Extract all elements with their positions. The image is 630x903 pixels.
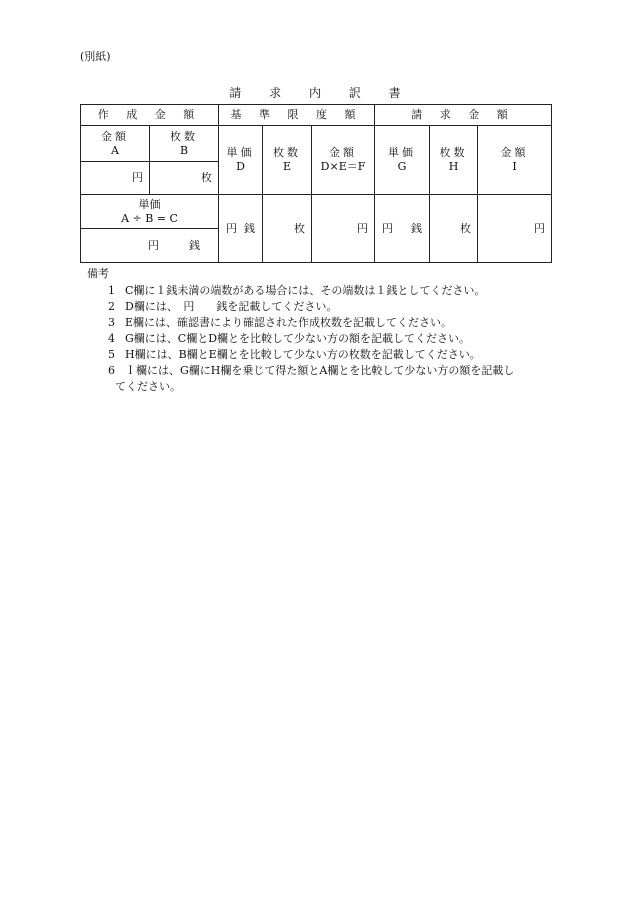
count-code-e: E	[282, 160, 292, 173]
remark-item	[87, 347, 557, 363]
remark-item	[87, 283, 557, 299]
header-created-amount: 作 成 金 額	[81, 105, 219, 126]
title-char: 内	[308, 86, 321, 100]
remark-number: 6	[108, 364, 115, 377]
unit-price-label: 単価	[138, 197, 161, 211]
unit-sheets: 枚	[460, 221, 472, 235]
cell-g-value	[375, 195, 430, 263]
cell-f-value	[312, 195, 375, 263]
unit-sen: 銭	[244, 221, 255, 235]
count-label: 枚数	[439, 146, 468, 159]
unit-price-code-d: D	[236, 160, 245, 173]
cell-amount-i	[478, 126, 552, 195]
cell-unit-price-g	[375, 126, 430, 195]
cell-a-value	[81, 162, 150, 195]
count-code-h: H	[448, 160, 459, 173]
remark-text: D欄には、 円 銭を記載してください。	[125, 300, 338, 313]
unit-yen: 円	[382, 221, 394, 235]
remark-text: C欄に１銭未満の端数がある場合には、その端数は１銭としてください。	[125, 284, 486, 297]
amount-label: 金額	[101, 129, 129, 143]
count-code-b: B	[179, 143, 189, 157]
amount-code-i: I	[512, 160, 517, 173]
title-char: 訳	[348, 86, 361, 100]
unit-price-label: 単価	[388, 146, 417, 159]
cell-h-value	[430, 195, 478, 263]
unit-yen: 円	[357, 221, 369, 235]
remark-item	[87, 331, 557, 347]
unit-price-formula-c: A ÷ B = C	[121, 211, 178, 225]
remark-item	[87, 315, 557, 331]
amount-label: 金額	[329, 146, 357, 159]
amount-code-a: A	[111, 143, 119, 157]
remark-number: 4	[108, 332, 115, 345]
remark-number: 2	[108, 300, 115, 313]
attachment-tag: (別紙)	[80, 50, 111, 63]
claim-breakdown-table	[80, 104, 552, 263]
remark-item	[87, 363, 557, 379]
cell-unit-price-c	[81, 195, 219, 229]
unit-yen: 円	[132, 171, 143, 184]
title-char: 請	[229, 86, 242, 100]
unit-price-code-g: G	[397, 160, 407, 173]
cell-c-value	[81, 229, 219, 263]
cell-unit-price-d	[219, 126, 263, 195]
cell-amount-a	[81, 126, 150, 162]
header-claim-amount: 請 求 金 額	[375, 105, 552, 126]
unit-yen: 円	[534, 221, 546, 235]
remark-text: E欄には、確認書により確認された作成枚数を記載してください。	[125, 316, 453, 329]
unit-sheets: 枚	[294, 221, 305, 235]
title-char: 求	[269, 86, 282, 100]
cell-e-value	[263, 195, 312, 263]
title-char: 書	[388, 86, 401, 100]
unit-sheets: 枚	[201, 171, 212, 184]
unit-sen: 銭	[189, 238, 200, 252]
amount-formula-f: D×E＝F	[320, 160, 366, 173]
remark-text: Ｉ欄には、G欄にH欄を乗じて得た額とA欄とを比較して少ない方の額を記載し	[125, 364, 515, 377]
remark-text: H欄には、B欄とE欄とを比較して少ない方の枚数を記載してください。	[125, 348, 481, 361]
cell-count-e	[263, 126, 312, 195]
unit-yen: 円	[226, 221, 237, 235]
unit-price-label: 単価	[226, 146, 255, 159]
amount-label: 金額	[500, 146, 529, 159]
remark-number: 5	[108, 348, 115, 361]
unit-sen: 銭	[411, 221, 423, 235]
remark-item	[87, 299, 557, 315]
count-label: 枚数	[273, 146, 301, 159]
unit-yen: 円	[148, 238, 159, 252]
cell-count-h	[430, 126, 478, 195]
remarks-section	[87, 266, 557, 395]
cell-amount-f	[312, 126, 375, 195]
cell-count-b	[150, 126, 219, 162]
cell-i-value	[478, 195, 552, 263]
header-standard-limit: 基 準 限 度 額	[219, 105, 375, 126]
remarks-heading: 備考	[87, 267, 109, 280]
cell-b-value	[150, 162, 219, 195]
remark-number: 3	[108, 316, 115, 329]
remark-text: G欄には、C欄とD欄とを比較して少ない方の額を記載してください。	[125, 332, 471, 345]
count-label: 枚数	[170, 129, 198, 143]
remark-number: 1	[108, 284, 115, 297]
cell-d-value	[219, 195, 263, 263]
document-title	[0, 84, 630, 101]
remark-continuation: てください。	[115, 380, 181, 393]
